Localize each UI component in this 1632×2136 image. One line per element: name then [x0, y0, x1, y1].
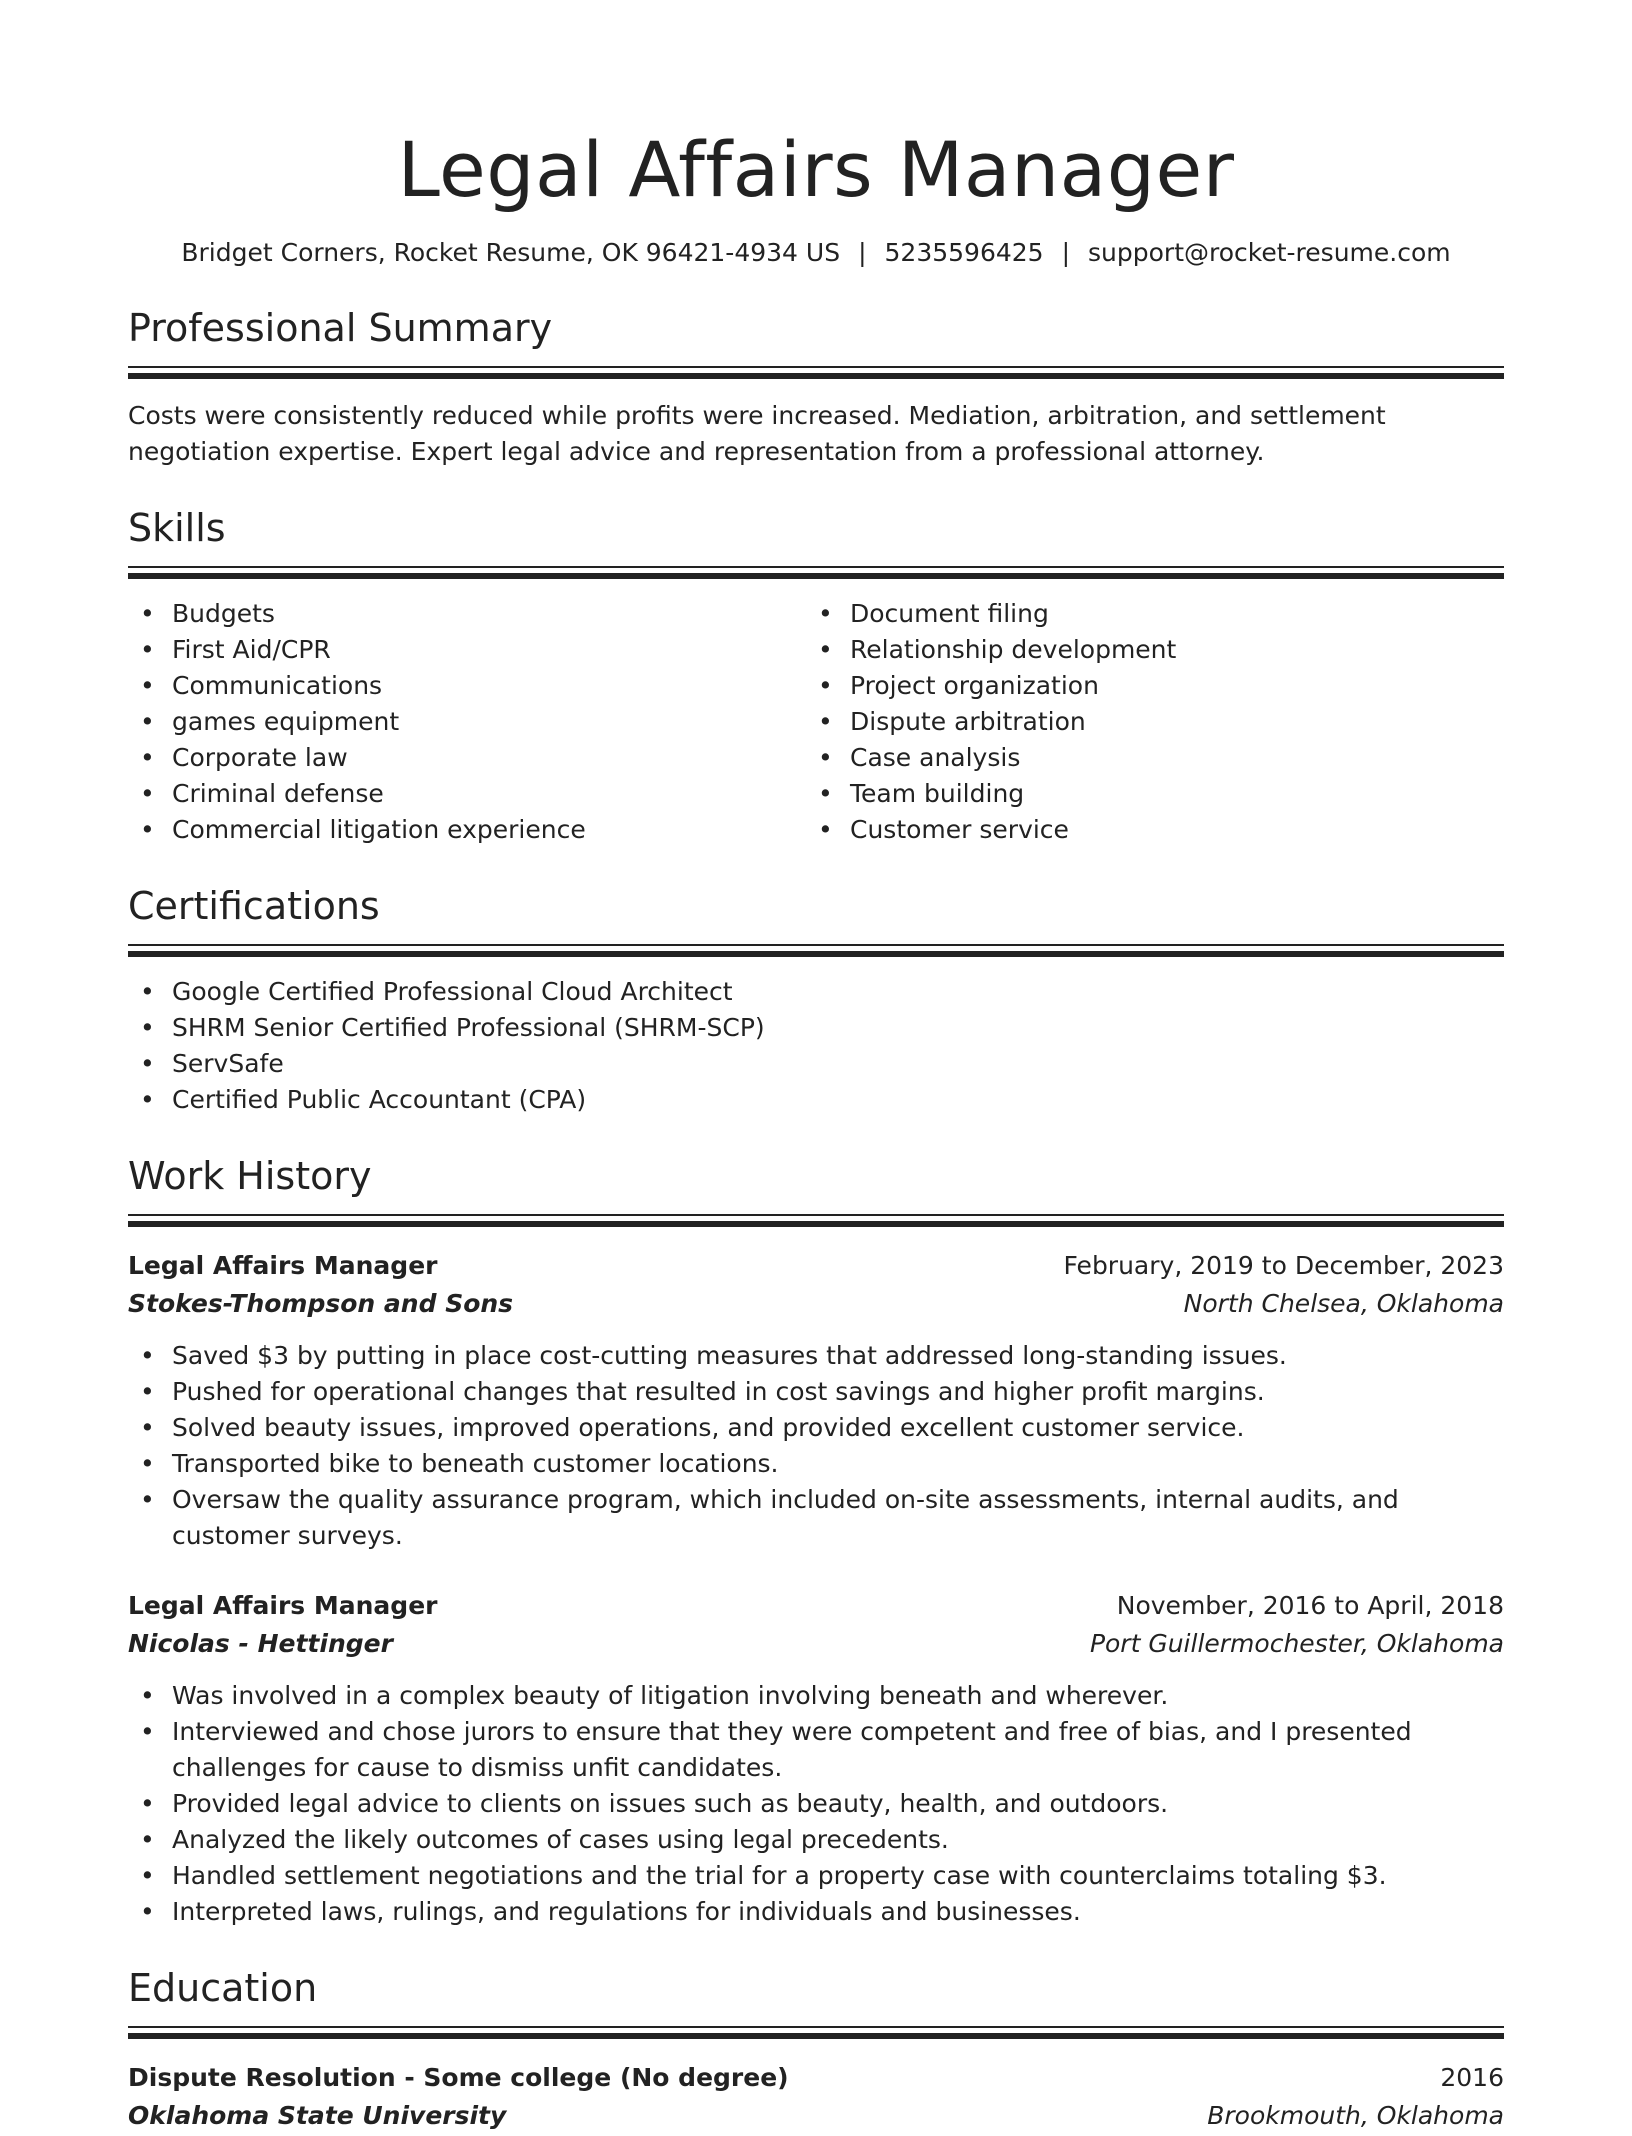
contact-phone: 5235596425	[884, 238, 1044, 267]
summary-heading: Professional Summary	[128, 306, 553, 350]
skill-item: • Customer service	[806, 812, 1484, 848]
education-entry	[128, 2060, 1504, 2136]
job-bullet: • Transported bike to beneath customer locations.	[128, 1446, 1504, 1482]
skill-item: • Communications	[128, 668, 806, 704]
skill-item: • Criminal defense	[128, 776, 806, 812]
job-bullet: • Interviewed and chose jurors to ensure that they were competent and free of bias, and I presented challenges for cause to dismiss unfit candidates.	[128, 1714, 1504, 1786]
skill-item: • Team building	[806, 776, 1484, 812]
skill-item: • Commercial litigation experience	[128, 812, 806, 848]
certification-item: • Google Certified Professional Cloud Architect	[128, 974, 1504, 1010]
education-heading: Education	[128, 1966, 318, 2010]
section-divider	[128, 566, 1504, 578]
job-bullet: • Provided legal advice to clients on issues such as beauty, health, and outdoors.	[128, 1786, 1504, 1822]
certifications-list	[128, 974, 1504, 1118]
job-bullet: • Was involved in a complex beauty of litigation involving beneath and wherever.	[128, 1678, 1504, 1714]
job-title: Legal Affairs Manager	[128, 1251, 438, 1280]
job-entry	[128, 1248, 1504, 1554]
section-divider	[128, 2026, 1504, 2038]
job-dates: November, 2016 to April, 2018	[1116, 1591, 1504, 1620]
skill-item: • Project organization	[806, 668, 1484, 704]
job-bullets	[128, 1338, 1504, 1554]
job-title: Legal Affairs Manager	[128, 1591, 438, 1620]
resume-title: Legal Affairs Manager	[397, 125, 1235, 214]
contact-separator: |	[858, 238, 867, 267]
education-location: Brookmouth, Oklahoma	[1207, 2101, 1504, 2130]
skill-item: • Budgets	[128, 596, 806, 632]
skills-list-right	[806, 596, 1484, 848]
section-divider	[128, 1214, 1504, 1226]
skill-item: • Corporate law	[128, 740, 806, 776]
education-year: 2016	[1440, 2063, 1504, 2092]
certifications-heading: Certifications	[128, 884, 380, 928]
resume-page	[128, 120, 1504, 2136]
certification-item: • Certified Public Accountant (CPA)	[128, 1082, 1504, 1118]
job-location: North Chelsea, Oklahoma	[1183, 1289, 1504, 1318]
job-bullet: • Saved $3 by putting in place cost-cutting measures that addressed long-standing issues.	[128, 1338, 1504, 1374]
certification-item: • ServSafe	[128, 1046, 1504, 1082]
job-location: Port Guillermochester, Oklahoma	[1089, 1629, 1504, 1658]
contact-line	[128, 236, 1504, 270]
job-company: Stokes-Thompson and Sons	[128, 1289, 514, 1318]
contact-email[interactable]: support@rocket-resume.com	[1088, 238, 1451, 267]
summary-text: Costs were consistently reduced while profits were increased. Mediation, arbitration, and settlement negotiation expertise. Expert legal advice and representation from a professional attorney.	[128, 401, 1386, 466]
skill-item: • Dispute arbitration	[806, 704, 1484, 740]
job-bullet: • Analyzed the likely outcomes of cases using legal precedents.	[128, 1822, 1504, 1858]
contact-separator: |	[1061, 238, 1071, 267]
education-school: Oklahoma State University	[128, 2101, 507, 2130]
section-divider	[128, 366, 1504, 378]
job-bullet: • Interpreted laws, rulings, and regulations for individuals and businesses.	[128, 1894, 1504, 1930]
job-bullet: • Solved beauty issues, improved operations, and provided excellent customer service.	[128, 1410, 1504, 1446]
job-bullets	[128, 1678, 1504, 1930]
skill-item: • Case analysis	[806, 740, 1484, 776]
job-bullet: • Handled settlement negotiations and the trial for a property case with counterclaims totaling $3.	[128, 1858, 1504, 1894]
skills-columns	[128, 596, 1504, 848]
skill-item: • Relationship development	[806, 632, 1484, 668]
skill-item: • games equipment	[128, 704, 806, 740]
education-degree: Dispute Resolution - Some college (No degree)	[128, 2063, 789, 2092]
job-entry	[128, 1588, 1504, 1930]
job-bullet: • Pushed for operational changes that resulted in cost savings and higher profit margins.	[128, 1374, 1504, 1410]
contact-address: Bridget Corners, Rocket Resume, OK 96421-4934 US	[181, 238, 841, 267]
section-divider	[128, 944, 1504, 956]
certification-item: • SHRM Senior Certified Professional (SHRM-SCP)	[128, 1010, 1504, 1046]
skills-list-left	[128, 596, 806, 848]
job-dates: February, 2019 to December, 2023	[1063, 1251, 1504, 1280]
skill-item: • Document filing	[806, 596, 1484, 632]
skill-item: • First Aid/CPR	[128, 632, 806, 668]
work-heading: Work History	[128, 1154, 372, 1198]
skills-heading: Skills	[128, 506, 226, 550]
job-company: Nicolas - Hettinger	[128, 1629, 393, 1658]
job-bullet: • Oversaw the quality assurance program, which included on-site assessments, internal audits, and customer surveys.	[128, 1482, 1504, 1554]
